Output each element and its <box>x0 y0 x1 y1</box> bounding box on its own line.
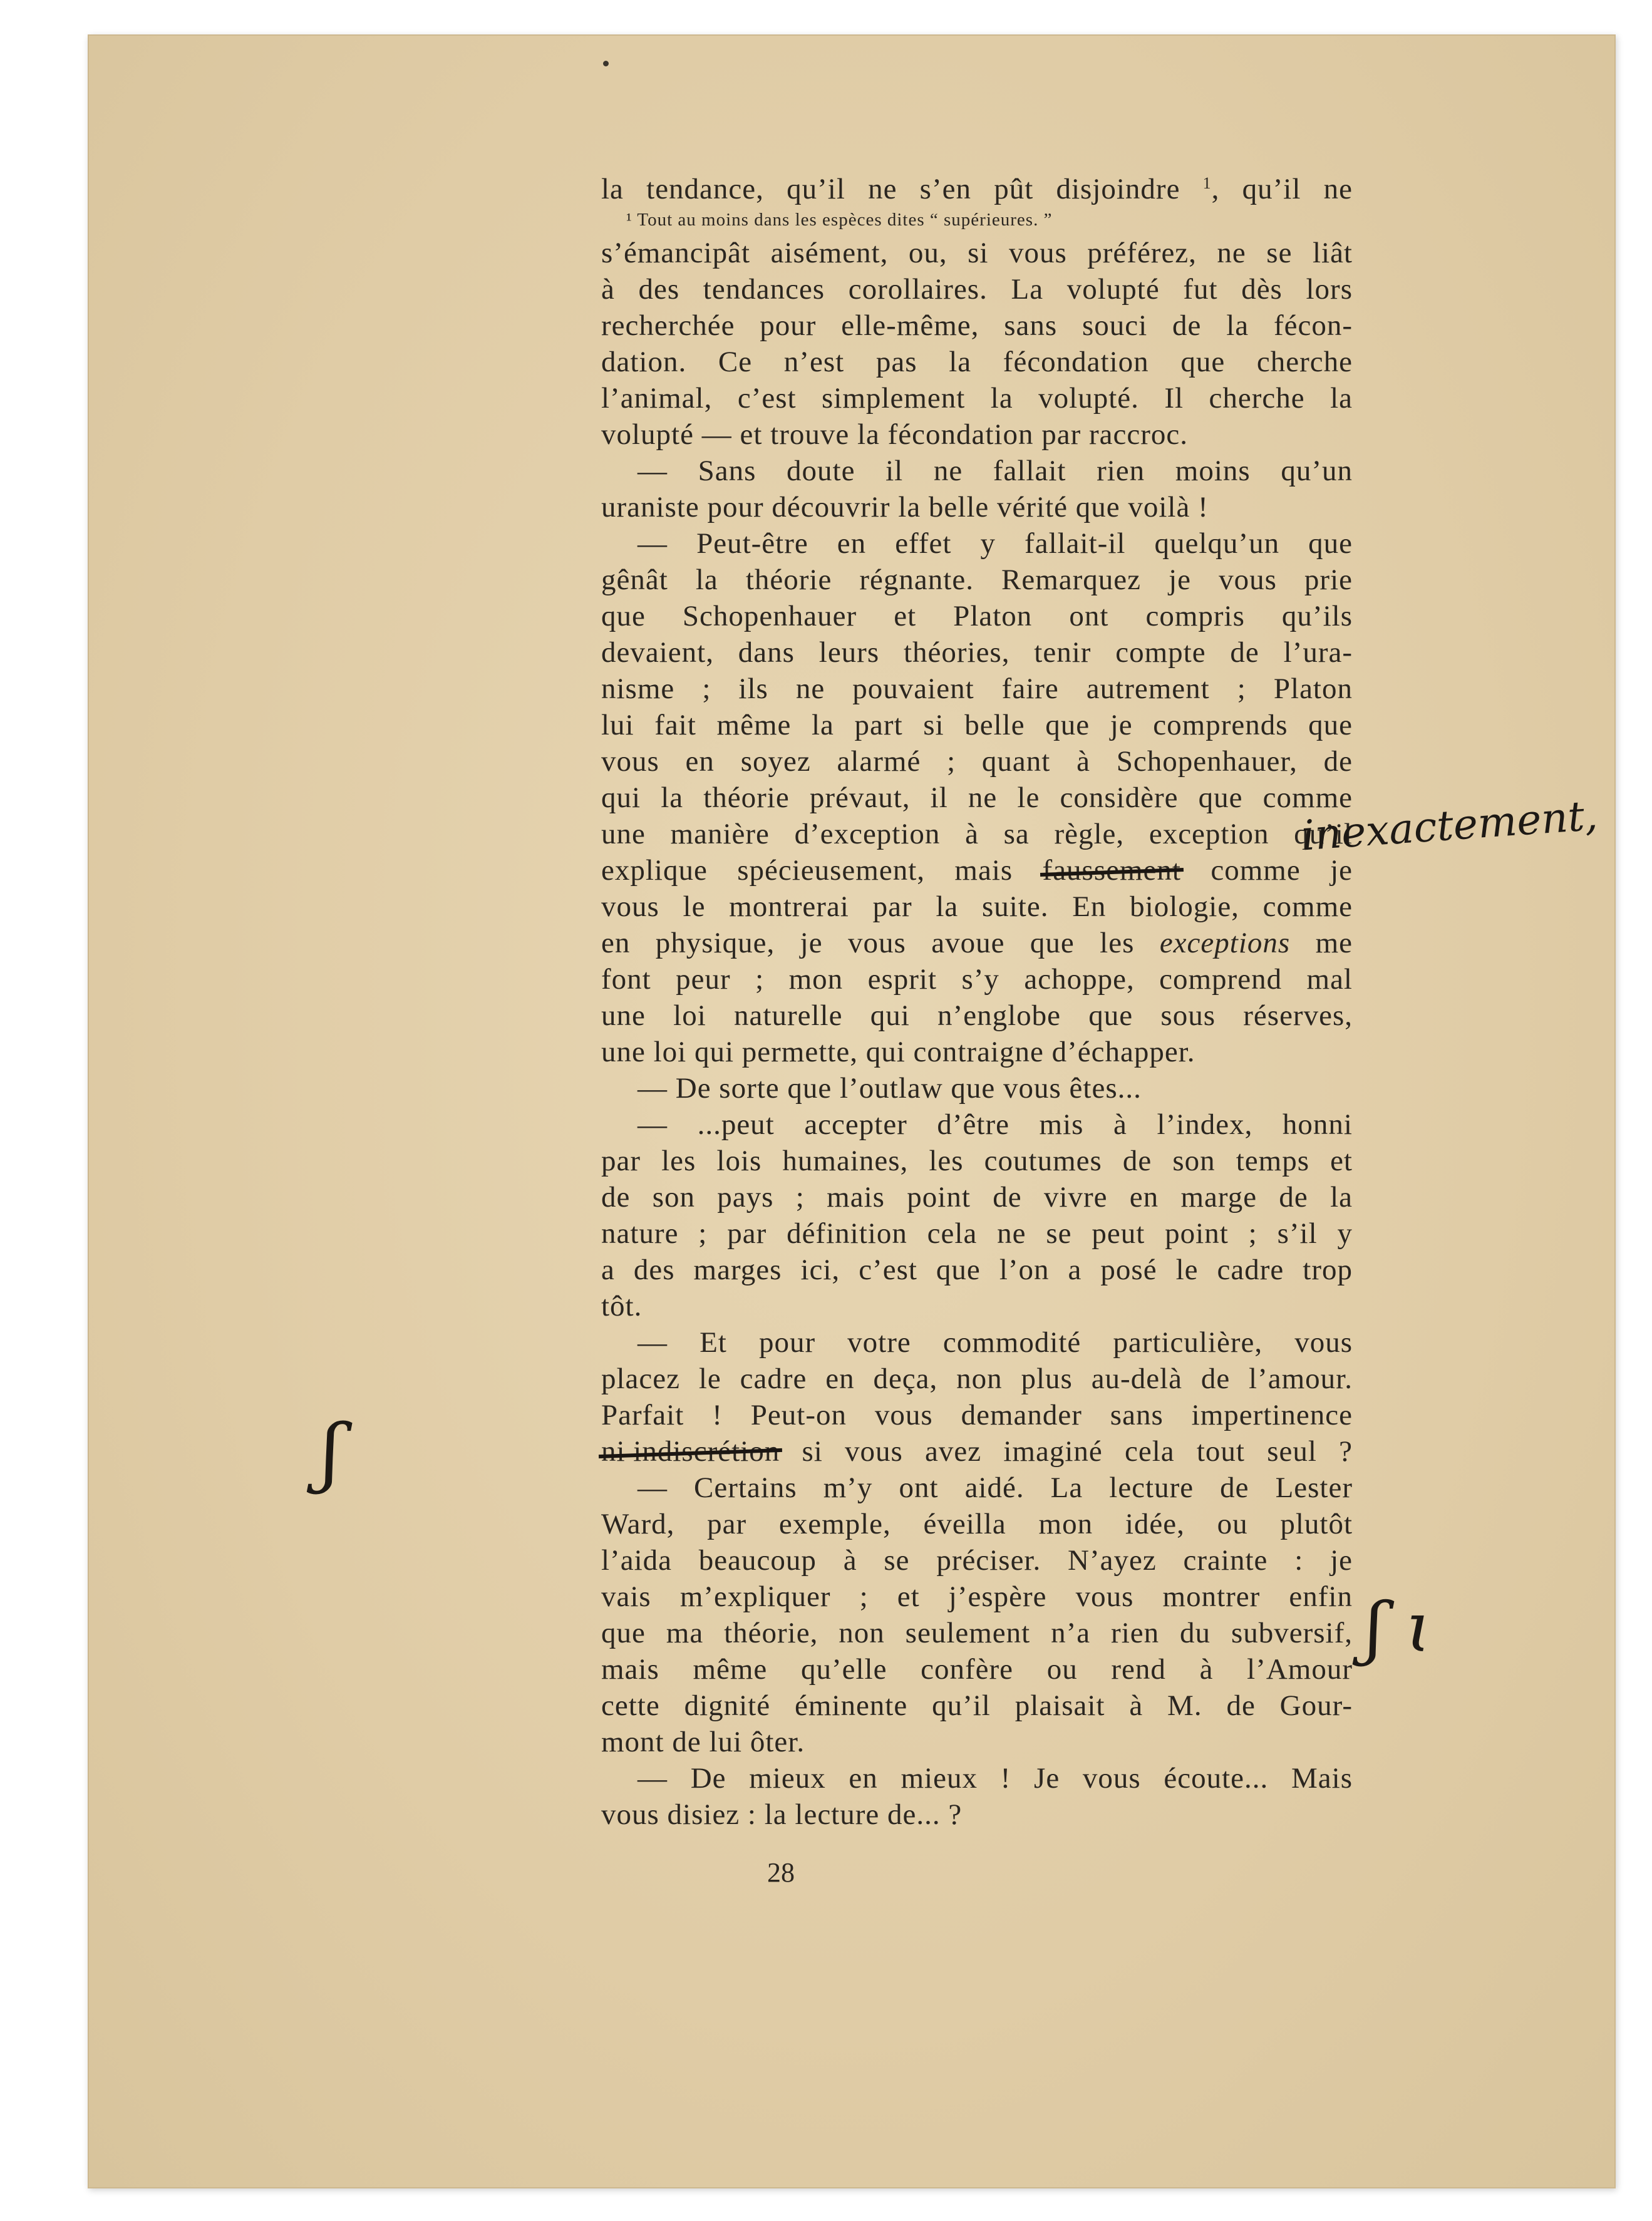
text-line: que Schopenhauer et Platon ont compris qu’ils <box>601 600 1353 632</box>
struck-word: faussement <box>1043 852 1181 889</box>
text-line: l’aida beaucoup à se préciser. N’ayez crainte : je <box>601 1544 1353 1577</box>
text-line: Parfait ! Peut-on vous demander sans impertinence <box>601 1399 1353 1431</box>
text-line: — ...peut accepter d’être mis à l’index, honni <box>638 1108 1353 1141</box>
text-line: font peur ; mon esprit s’y achoppe, comprend mal <box>601 963 1353 996</box>
text-line: de son pays ; mais point de vivre en marge de la <box>601 1181 1353 1214</box>
text-line: gênât la théorie régnante. Remarquez je vous prie <box>601 564 1353 596</box>
margin-mark-right: ʃ ɩ <box>1365 1587 1433 1667</box>
footnote: ¹ Tout au moins dans les espèces dites “ supérieures. ” <box>626 210 1053 230</box>
text-line: vous disiez : la lecture de... ? <box>601 1798 963 1831</box>
paper-sheet <box>88 34 1616 2188</box>
body-text <box>601 171 1353 1833</box>
text-line: nisme ; ils ne pouvaient faire autrement ; Platon <box>601 672 1353 705</box>
text-line: mais même qu’elle confère ou rend à l’Amour <box>601 1653 1353 1686</box>
footnote-marker: 1 <box>1202 174 1212 192</box>
text-line: lui fait même la part si belle que je comprends que <box>601 709 1353 741</box>
struck-phrase: ni indiscrétion <box>601 1433 780 1470</box>
text-line: cette dignité éminente qu’il plaisait à M. de Gour- <box>601 1689 1353 1722</box>
text-line: devaient, dans leurs théories, tenir compte de l’ura- <box>601 636 1353 669</box>
text-line: — Et pour votre commodité particulière, vous <box>638 1326 1353 1359</box>
text-line: uraniste pour découvrir la belle vérité que voilà ! <box>601 491 1209 523</box>
text-line: vous le montrerai par la suite. En biologie, comme <box>601 890 1353 923</box>
text-line-1-end: , qu’il ne <box>1211 173 1353 205</box>
text-line: — Peut-être en effet y fallait-il quelqu’un que <box>638 527 1353 560</box>
text-line: nature ; par définition cela ne se peut point ; s’il y <box>601 1217 1353 1250</box>
text-line: mont de lui ôter. <box>601 1726 805 1758</box>
text-line-1 <box>601 171 1353 207</box>
text-line: — Sans doute il ne fallait rien moins qu’un <box>638 455 1353 487</box>
margin-correction: inexactement, <box>1299 791 1599 860</box>
text-line: — De mieux en mieux ! Je vous écoute... Mais <box>638 1762 1353 1795</box>
text-line: — De sorte que l’outlaw que vous êtes... <box>638 1072 1142 1105</box>
text-line-correction <box>601 852 1353 889</box>
text-line: dation. Ce n’est pas la fécondation que cherche <box>601 346 1353 378</box>
text-line-20-end: me <box>1315 927 1353 959</box>
text-line: tôt. <box>601 1290 643 1322</box>
text-line-1-start: la tendance, qu’il ne s’en pût disjoindre <box>601 173 1180 205</box>
text-line-34-end: si vous avez imaginé cela tout seul ? <box>802 1435 1353 1468</box>
text-line: une loi qui permette, qui contraigne d’échapper. <box>601 1036 1195 1068</box>
page-number: 28 <box>767 1857 795 1888</box>
text-line: par les lois humaines, les coutumes de son temps et <box>601 1145 1353 1177</box>
paper-speck <box>603 61 609 66</box>
text-line: — Certains m’y ont aidé. La lecture de Lester <box>638 1471 1353 1504</box>
text-line: une loi naturelle qui n’englobe que sous réserves, <box>601 999 1353 1032</box>
text-line-italic <box>601 925 1353 961</box>
text-line: Ward, par exemple, éveilla mon idée, ou plutôt <box>601 1508 1353 1540</box>
text-line: volupté — et trouve la fécondation par raccroc. <box>601 418 1188 451</box>
text-line-18-end: comme je <box>1211 854 1353 887</box>
text-line: que ma théorie, non seulement n’a rien du subversif, <box>601 1617 1353 1649</box>
text-line-20-start: en physique, je vous avoue que les <box>601 927 1135 959</box>
text-line-18-start: explique spécieusement, mais <box>601 854 1013 887</box>
text-line: a des marges ici, c’est que l’on a posé le cadre trop <box>601 1254 1353 1286</box>
text-line: vais m’expliquer ; et j’espère vous montrer enfin <box>601 1580 1353 1613</box>
text-line: une manière d’exception à sa règle, exception qu’il <box>601 818 1353 850</box>
text-line: recherchée pour elle-même, sans souci de la fécon- <box>601 309 1353 342</box>
italic-word: exceptions <box>1159 927 1291 959</box>
text-line-correction <box>601 1433 1353 1470</box>
text-line: s’émancipât aisément, ou, si vous préférez, ne se liât <box>601 237 1353 269</box>
text-line: qui la théorie prévaut, il ne le considère que comme <box>601 781 1353 814</box>
text-line: l’animal, c’est simplement la volupté. Il cherche la <box>601 382 1353 415</box>
text-line: vous en soyez alarmé ; quant à Schopenhauer, de <box>601 745 1353 778</box>
text-line: à des tendances corollaires. La volupté fut dès lors <box>601 273 1353 306</box>
text-line: placez le cadre en deça, non plus au-delà de l’amour. <box>601 1363 1353 1395</box>
margin-mark-left: ʃ <box>321 1409 341 1496</box>
